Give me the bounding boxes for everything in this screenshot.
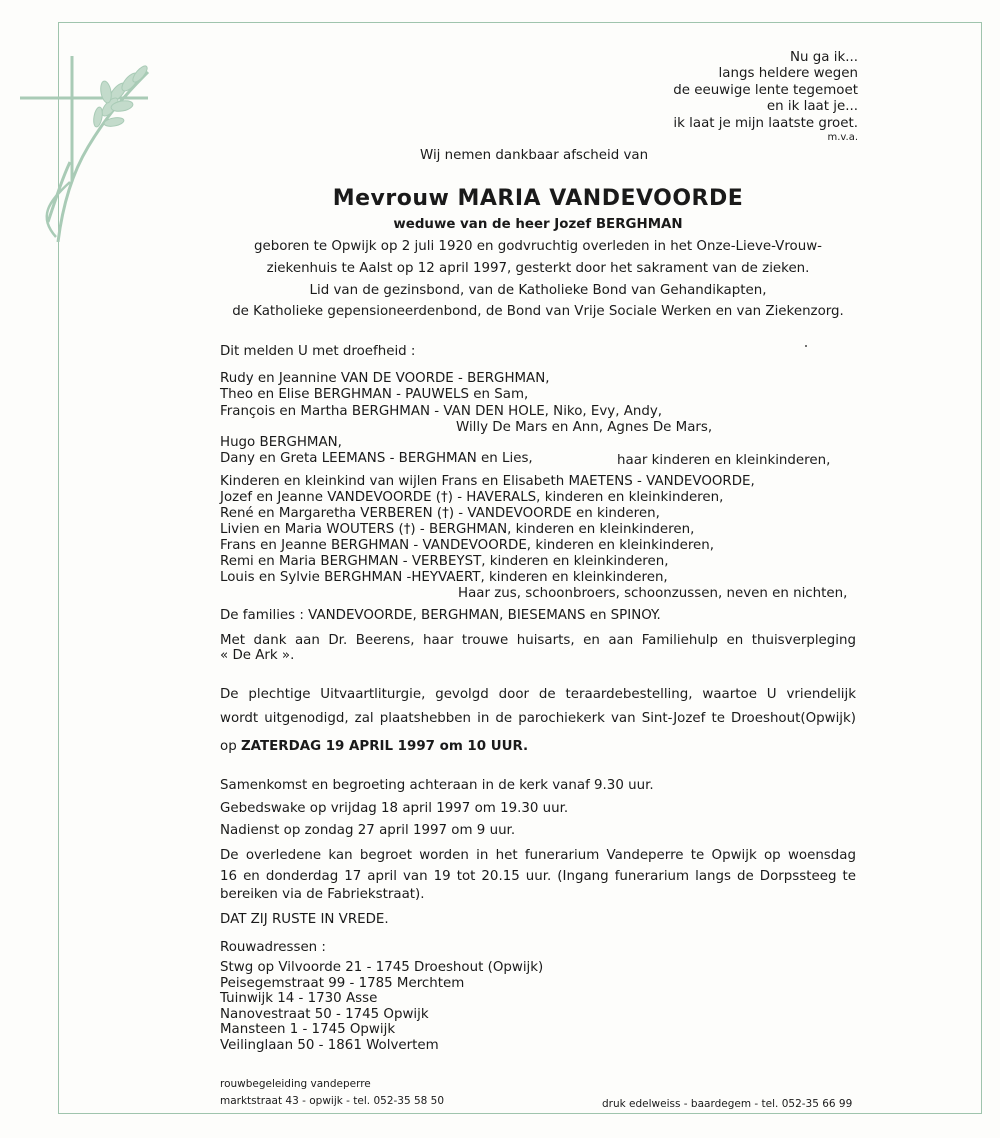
family-line: Kinderen en kleinkind van wijlen Frans en Elisabeth MAETENS - VANDEVOORDE, — [220, 474, 755, 489]
schedule-line: Samenkomst en begroeting achteraan in de kerk vanaf 9.30 uur. — [220, 778, 654, 793]
family-line: Hugo BERGHMAN, — [220, 435, 342, 450]
intro-text: Wij nemen dankbaar afscheid van — [420, 148, 649, 163]
address-line: Nanovestraat 50 - 1745 Opwijk — [220, 1007, 429, 1022]
viewing-line-3: bereiken via de Fabriekstraat). — [220, 887, 425, 902]
family-line: Livien en Maria WOUTERS (†) - BERGHMAN, kinderen en kleinkinderen, — [220, 522, 695, 537]
family-line: Haar zus, schoonbroers, schoonzussen, neven en nichten, — [458, 586, 848, 601]
poem-line: ik laat je mijn laatste groet. — [673, 115, 858, 131]
birth-death-line-2: ziekenhuis te Aalst op 12 april 1997, gesterkt door het sakrament van de zieken. — [266, 261, 810, 276]
family-line: Dany en Greta LEEMANS - BERGHMAN en Lies, — [220, 451, 533, 466]
address-line: Peisegemstraat 99 - 1785 Merchtem — [220, 976, 465, 991]
poem — [673, 50, 858, 144]
cross-wheat-emblem — [18, 52, 168, 242]
family-line: Frans en Jeanne BERGHMAN - VANDEVOORDE, kinderen en kleinkinderen, — [220, 538, 715, 553]
address-line: Tuinwijk 14 - 1730 Asse — [220, 991, 378, 1006]
family-line: Remi en Maria BERGHMAN - VERBEYST, kinderen en kleinkinderen, — [220, 554, 669, 569]
viewing-line-1: De overledene kan begroet worden in het funerarium Vandeperre te Opwijk op woensdag — [220, 848, 856, 863]
family-line: Jozef en Jeanne VANDEVOORDE (†) - HAVERALS, kinderen en kleinkinderen, — [220, 490, 724, 505]
funeral-date: ZATERDAG 19 APRIL 1997 om 10 UUR. — [240, 739, 529, 754]
poem-line: en ik laat je... — [766, 99, 858, 115]
funeral-line-1: De plechtige Uitvaartliturgie, gevolgd door de teraardebestelling, waartoe U vriendelijk — [220, 687, 856, 702]
thanks-line-2: « De Ark ». — [220, 648, 295, 663]
family-line: haar kinderen en kleinkinderen, — [617, 453, 831, 468]
address-line: Mansteen 1 - 1745 Opwijk — [220, 1022, 396, 1037]
family-line: Theo en Elise BERGHMAN - PAUWELS en Sam, — [220, 387, 529, 402]
speck — [805, 345, 807, 347]
address-line: Stwg op Vilvoorde 21 - 1745 Droeshout (Opwijk) — [220, 960, 544, 975]
rest-line: DAT ZIJ RUSTE IN VREDE. — [220, 912, 389, 927]
memberships-line-1: Lid van de gezinsbond, van de Katholieke Bond van Gehandikapten, — [309, 283, 767, 298]
birth-death-line-1: geboren te Opwijk op 2 juli 1920 en godvruchtig overleden in het Onze-Lieve-Vrouw- — [253, 239, 823, 254]
families-line: De families : VANDEVOORDE, BERGHMAN, BIESEMANS en SPINOY. — [220, 608, 661, 623]
memberships-line-2: de Katholieke gepensioneerdenbond, de Bond van Vrije Sociale Werken en van Ziekenzorg. — [232, 304, 844, 319]
footer-left-line-1: rouwbegeleiding vandeperre — [220, 1078, 371, 1090]
viewing-line-2: 16 en donderdag 17 april van 19 tot 20.15 uur. (Ingang funerarium langs de Dorpssteeg te — [220, 869, 856, 884]
schedule-line: Nadienst op zondag 27 april 1997 om 9 uur. — [220, 823, 516, 838]
deceased-name: Mevrouw MARIA VANDEVOORDE — [332, 186, 744, 211]
funeral-date-line — [220, 739, 528, 755]
family-line: René en Margaretha VERBEREN (†) - VANDEVOORDE en kinderen, — [220, 506, 660, 521]
widow-of: weduwe van de heer Jozef BERGHMAN — [393, 217, 683, 232]
family-line: Willy De Mars en Ann, Agnes De Mars, — [456, 420, 713, 435]
address-line: Veilinglaan 50 - 1861 Wolvertem — [220, 1038, 439, 1053]
family-line: Louis en Sylvie BERGHMAN -HEYVAERT, kinderen en kleinkinderen, — [220, 570, 668, 585]
poem-line: Nu ga ik... — [790, 50, 858, 65]
addresses-title: Rouwadressen : — [220, 940, 326, 955]
footer-right: druk edelweiss - baardegem - tel. 052-35 66 99 — [602, 1098, 853, 1110]
poem-signature: m.v.a. — [827, 132, 858, 144]
poem-line: langs heldere wegen — [718, 66, 858, 82]
family-line: Rudy en Jeannine VAN DE VOORDE - BERGHMAN, — [220, 371, 550, 386]
footer-left-line-2: marktstraat 43 - opwijk - tel. 052-35 58 50 — [220, 1095, 445, 1107]
poem-line: de eeuwige lente tegemoet — [673, 82, 858, 98]
schedule-line: Gebedswake op vrijdag 18 april 1997 om 19.30 uur. — [220, 801, 569, 816]
funeral-line-2: wordt uitgenodigd, zal plaatshebben in de parochiekerk van Sint-Jozef te Droeshout(Opwijk) — [220, 711, 856, 726]
funeral-date-prefix: op — [220, 739, 237, 754]
announcement: Dit melden U met droefheid : — [220, 344, 416, 359]
thanks-line-1: Met dank aan Dr. Beerens, haar trouwe huisarts, en aan Familiehulp en thuisverpleging — [220, 633, 856, 648]
family-line: François en Martha BERGHMAN - VAN DEN HOLE, Niko, Evy, Andy, — [220, 404, 663, 419]
